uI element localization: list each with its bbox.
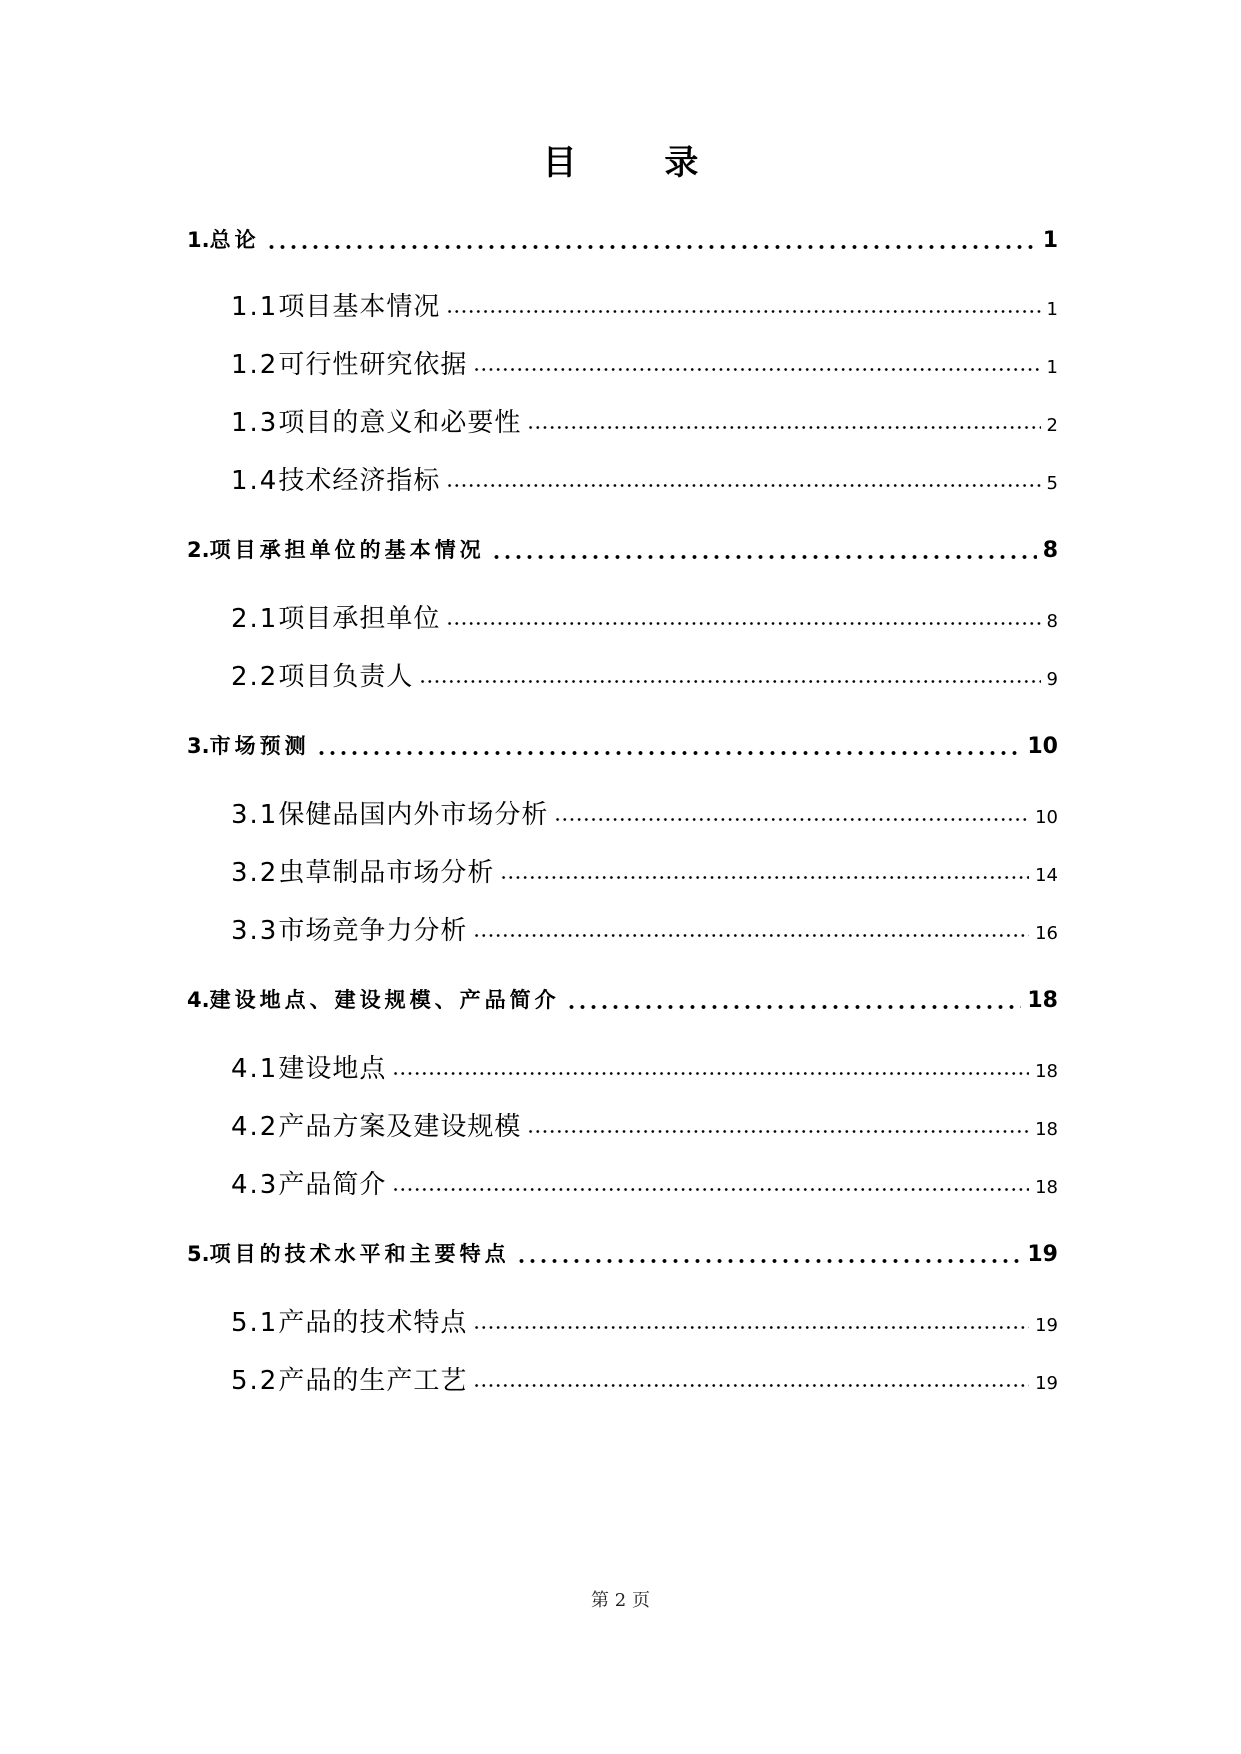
toc-entry-page: 16 [1035,923,1058,944]
dot-leader [491,555,1037,559]
toc-entry-2-1[interactable] [231,598,1058,632]
toc-entry-number: 4.1 [231,1054,279,1084]
toc-entry-number: 1. [187,228,210,252]
toc-entry-title: 产品的生产工艺 [278,1366,468,1396]
toc-entry-4-3[interactable] [231,1164,1058,1198]
toc-entry-page: 19 [1035,1373,1058,1394]
toc-entry-3-2[interactable] [231,852,1058,886]
toc-entry-title: 产品方案及建设规模 [278,1112,522,1142]
toc-entry-page: 1 [1042,228,1058,253]
toc-entry-page: 1 [1046,299,1058,320]
toc-entry-title: 项目承担单位 [278,604,441,634]
toc-entry-1-4[interactable] [231,460,1058,494]
toc-entry-number: 5. [187,1242,210,1266]
toc-entry-1[interactable] [187,224,1058,254]
toc-entry-title: 市场预测 [209,734,310,758]
toc-entry-title: 项目负责人 [278,662,414,692]
toc-entry-number: 1.3 [231,408,279,438]
toc-entry-number: 3.3 [231,916,279,946]
toc-entry-number: 5.1 [231,1308,279,1338]
toc-entry-page: 19 [1035,1315,1058,1336]
toc-entry-page: 19 [1027,1242,1058,1267]
toc-entry-page: 8 [1042,538,1058,563]
dot-leader [392,1072,1029,1075]
toc-entry-title: 保健品国内外市场分析 [278,800,549,830]
toc-entry-3-1[interactable] [231,794,1058,828]
toc-entry-title: 项目的技术水平和主要特点 [209,1242,510,1266]
toc-entry-page: 1 [1046,357,1058,378]
toc-entry-page: 18 [1035,1119,1058,1140]
toc-entry-number: 1.2 [231,350,279,380]
page-number-footer: 第 2 页 [591,1590,650,1611]
toc-entry-1-3[interactable] [231,402,1058,436]
toc-entry-page: 18 [1027,988,1058,1013]
dot-leader [516,1259,1022,1263]
toc-entry-page: 18 [1035,1177,1058,1198]
toc-entry-number: 3.2 [231,858,279,888]
toc-entry-title: 市场竞争力分析 [278,916,468,946]
toc-entry-2[interactable] [187,534,1058,564]
toc-entry-title: 产品的技术特点 [278,1308,468,1338]
toc-entry-4-2[interactable] [231,1106,1058,1140]
toc-entry-1-2[interactable] [231,344,1058,378]
dot-leader [566,1005,1022,1009]
toc-entry-title: 可行性研究依据 [278,350,468,380]
toc-entry-page: 10 [1027,734,1058,759]
dot-leader [392,1188,1029,1191]
toc-entry-3[interactable] [187,730,1058,760]
dot-leader [527,1130,1029,1133]
dot-leader [473,1384,1029,1387]
dot-leader [316,751,1022,755]
toc-entry-number: 2.1 [231,604,279,634]
toc-entry-page: 2 [1046,415,1058,436]
toc-entry-title: 产品简介 [278,1170,387,1200]
toc-entry-4[interactable] [187,984,1058,1014]
toc-entry-title: 技术经济指标 [278,466,441,496]
toc-entry-5-2[interactable] [231,1360,1058,1394]
dot-leader [266,245,1037,249]
toc-entry-5-1[interactable] [231,1302,1058,1336]
dot-leader [473,934,1029,937]
toc-entry-number: 5.2 [231,1366,279,1396]
toc-entry-4-1[interactable] [231,1048,1058,1082]
toc-entry-title: 项目的意义和必要性 [278,408,522,438]
toc-entry-5[interactable] [187,1238,1058,1268]
dot-leader [554,818,1029,821]
dot-leader [473,368,1040,371]
dot-leader [527,426,1040,429]
dot-leader [446,484,1040,487]
toc-entry-number: 2.2 [231,662,279,692]
page-title: 目 录 [542,143,737,183]
toc-entry-number: 3. [187,734,210,758]
toc-entry-1-1[interactable] [231,286,1058,320]
toc-entry-number: 1.4 [231,466,279,496]
toc-entry-page: 8 [1046,611,1058,632]
toc-entry-number: 3.1 [231,800,279,830]
toc-entry-number: 2. [187,538,210,562]
dot-leader [500,876,1029,879]
toc-entry-number: 4.2 [231,1112,279,1142]
toc-entry-title: 虫草制品市场分析 [278,858,495,888]
toc-entry-page: 14 [1035,865,1058,886]
toc-entry-title: 建设地点、建设规模、产品简介 [209,988,560,1012]
toc-entry-number: 4.3 [231,1170,279,1200]
toc-entry-title: 项目承担单位的基本情况 [209,538,485,562]
toc-entry-title: 总论 [209,228,260,252]
toc-entry-number: 1.1 [231,292,279,322]
dot-leader [473,1326,1029,1329]
dot-leader [446,622,1040,625]
dot-leader [419,680,1040,683]
toc-entry-title: 建设地点 [278,1054,387,1084]
toc-entry-page: 5 [1046,473,1058,494]
toc-entry-number: 4. [187,988,210,1012]
toc-entry-page: 10 [1035,807,1058,828]
toc-entry-page: 9 [1046,669,1058,690]
toc-entry-page: 18 [1035,1061,1058,1082]
dot-leader [446,310,1040,313]
toc-entry-2-2[interactable] [231,656,1058,690]
toc-entry-title: 项目基本情况 [278,292,441,322]
toc-entry-3-3[interactable] [231,910,1058,944]
